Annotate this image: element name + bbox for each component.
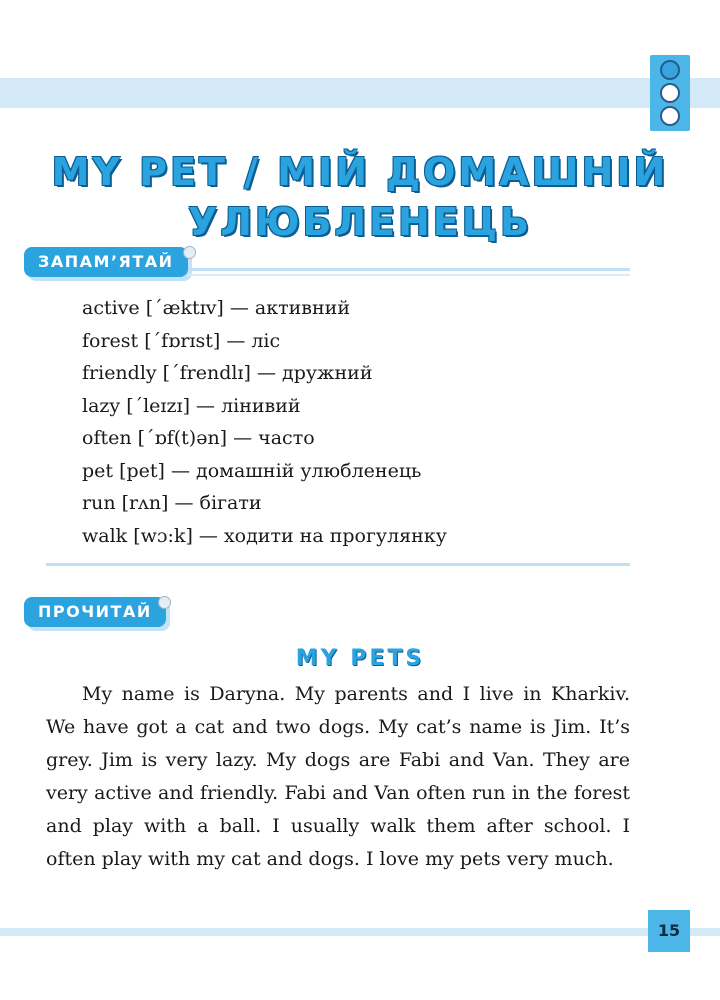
vocabulary-item: forest [΄fɒrɪst] — ліс bbox=[82, 329, 281, 352]
vocabulary-item: lazy [΄leɪzɪ] — лінивий bbox=[82, 394, 301, 417]
story-text: My name is Daryna. My parents and I live in Kharkiv. We have got a cat and two dogs. My cat’s name is Jim. It’s grey. Jim is very lazy. My dogs are Fabi and Van. They are very active and friendly. Fabi and Van often run in the forest and play with a ball. I usually walk them after school. I often play with my cat and dogs. I love my pets very much. bbox=[46, 683, 630, 870]
section-divider bbox=[188, 268, 630, 271]
section-divider bbox=[46, 563, 630, 566]
page-number: 15 bbox=[648, 910, 690, 952]
vocabulary-item: pet [pet] — домашній улюбленець bbox=[82, 459, 422, 482]
page-title-line-2: УЛЮБЛЕНЕЦЬ bbox=[188, 200, 532, 244]
read-section-badge bbox=[24, 597, 166, 627]
story-title: MY PETS bbox=[295, 646, 425, 671]
level-dot-empty bbox=[660, 83, 680, 103]
vocabulary-item: run [rʌn] — бігати bbox=[82, 492, 262, 514]
read-section-label: ПРОЧИТАЙ bbox=[38, 602, 152, 621]
page-title-line-1: MY PET / МІЙ ДОМАШНІЙ bbox=[51, 150, 669, 194]
level-indicator bbox=[650, 55, 690, 131]
section-divider bbox=[188, 274, 630, 276]
vocabulary-list bbox=[82, 292, 447, 552]
vocabulary-item: active [΄æktɪv] — активний bbox=[82, 297, 350, 319]
remember-section-badge bbox=[24, 247, 188, 277]
bottom-band bbox=[0, 928, 720, 936]
remember-section-label: ЗАПАМ’ЯТАЙ bbox=[38, 252, 174, 271]
level-dot-filled bbox=[660, 60, 680, 80]
level-dot-empty bbox=[660, 106, 680, 126]
vocabulary-item: friendly [΄frendlɪ] — дружний bbox=[82, 362, 373, 384]
top-band bbox=[0, 78, 720, 108]
vocabulary-item: walk [wɔ:k] — ходити на прогулянку bbox=[82, 524, 447, 547]
pin-icon bbox=[158, 596, 171, 609]
pin-icon bbox=[183, 246, 196, 259]
vocabulary-item: often [΄ɒf(t)ən] — часто bbox=[82, 427, 315, 449]
